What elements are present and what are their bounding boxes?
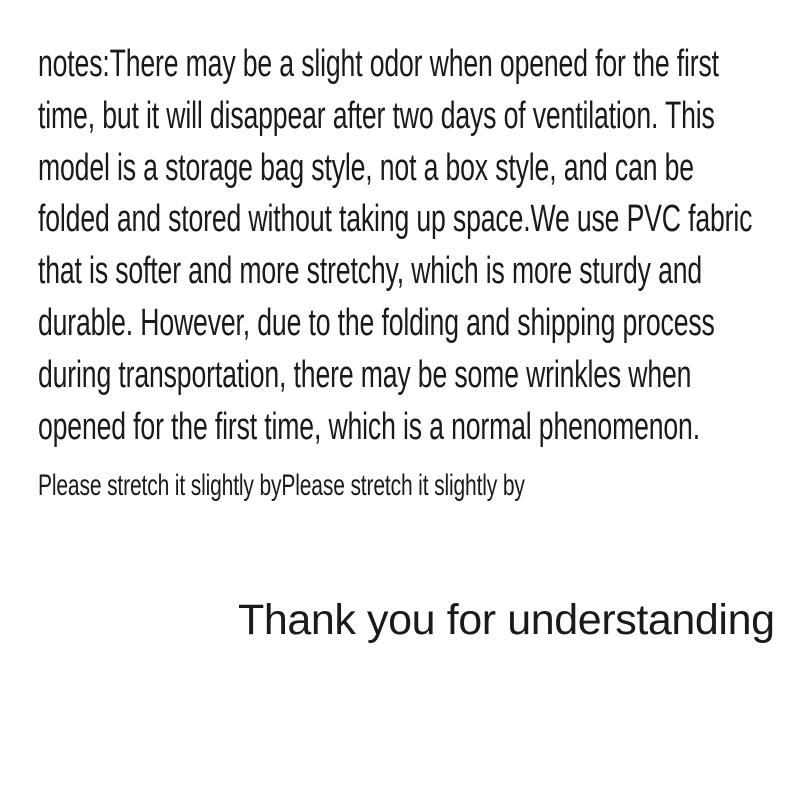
notes-line-5: that is softer and more stretchy, which is more sturdy and (38, 250, 703, 293)
notes-line-1: notes:There may be a slight odor when opened for the first (38, 43, 719, 85)
notes-line-4: folded and stored without taking up space.We use PVC fabric (38, 198, 753, 241)
notes-line-7: during transportation, there may be some wrinkles when (38, 353, 692, 396)
closing-message: Thank you for understanding (238, 596, 775, 644)
notes-line-6: durable. However, due to the folding and shipping process (38, 301, 715, 344)
notes-line-2: time, but it will disappear after two days of ventilation. This (38, 94, 715, 137)
notes-line-8: opened for the first time, which is a normal phenomenon. (38, 405, 700, 448)
stretch-note: Please stretch it slightly byPlease stretch it slightly by (38, 469, 525, 502)
notes-line-3: model is a storage bag style, not a box style, and can be (38, 146, 694, 189)
notes-paragraph (38, 39, 752, 453)
